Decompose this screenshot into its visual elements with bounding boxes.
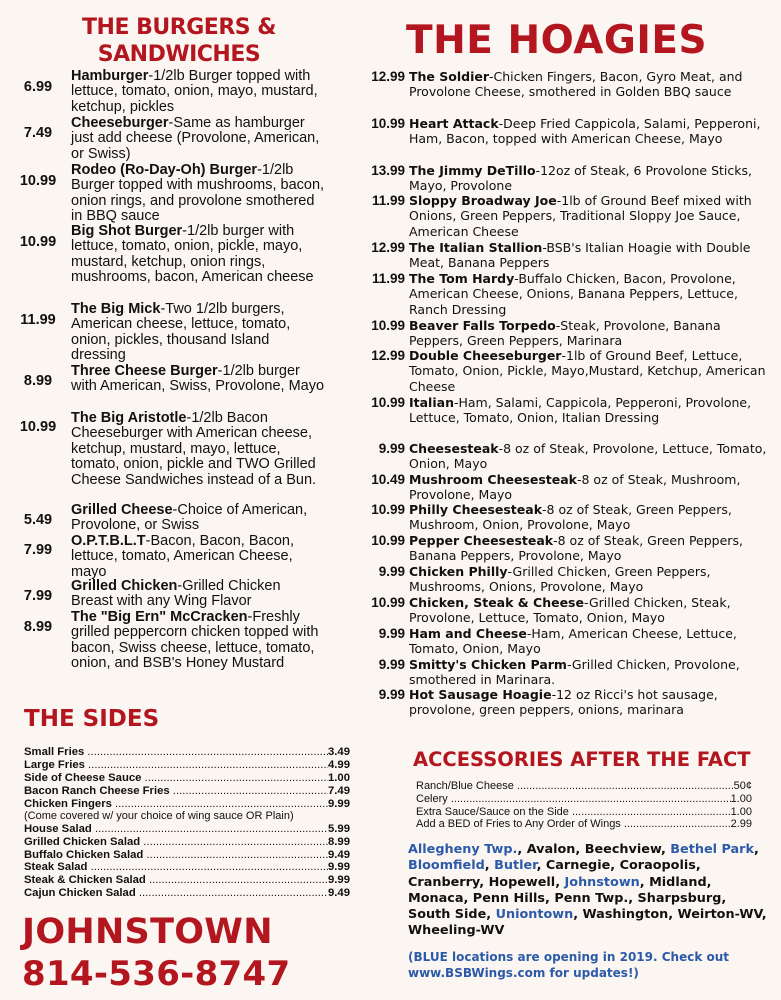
item-price: 10.99 (371, 533, 405, 548)
item-description: Chicken, Steak & Cheese-Grilled Chicken, Steak, Provolone, Lettuce, Tomato, Onion, Mayo (409, 595, 731, 626)
item-description: Heart Attack-Deep Fried Cappicola, Salami, Pepperoni, Ham, Bacon, topped with American Cheese, Mayo (409, 116, 761, 147)
item-price: 13.99 (371, 163, 405, 178)
item-price: 9.99 (378, 687, 405, 702)
item-description: Three Cheese Burger-1/2lb burger with American, Swiss, Provolone, Mayo (71, 363, 325, 395)
item-price: 10.99 (371, 318, 405, 333)
item-description: The Italian Stallion-BSB's Italian Hoagie with Double Meat, Banana Peppers (409, 240, 751, 271)
item-price: 7.49 (23, 125, 53, 141)
item-name: Pepper Cheesesteak (409, 533, 554, 548)
item-description: Pepper Cheesesteak-8 oz of Steak, Green Peppers, Banana Peppers, Provolone, Mayo (409, 533, 743, 564)
item-description: Grilled Cheese-Choice of American, Provolone, or Swiss (71, 502, 308, 534)
item-description: The Tom Hardy-Buffalo Chicken, Bacon, Provolone, American Cheese, Onions, Banana Peppers, Lettuce, Ranch Dressing (409, 271, 738, 317)
item-name: The Jimmy DeTillo (409, 163, 536, 178)
burgers-section-title: THE BURGERS & SANDWICHES (82, 15, 276, 67)
item-price: 11.99 (371, 271, 405, 286)
locations-list: Allegheny Twp., Avalon, Beechview, Bethel Park, Bloomfield, Butler, Carnegie, Coraopolis, Cranberry, Hopewell, Johnstown, Midland, Monaca, Penn Hills, Penn Twp., Sharpsburg, South Side, Uniontown, Washington, Weirton-WV, Wheeling-WV (408, 842, 767, 939)
item-description: The Big Aristotle-1/2lb Bacon Cheeseburger with American cheese, ketchup, mustard, mayo, lettuce, tomato, onion, pickle and TWO Grilled Cheese Sandwiches instead of a Bun. (71, 410, 317, 488)
side-item: Small Fries ..... 3.49 (24, 746, 350, 759)
accessory-item: Extra Sauce/Sauce on the Side ..... 1.00 (416, 806, 752, 818)
locations-note: (BLUE locations are opening in 2019. Check out www.BSBWings.com for updates!) (408, 950, 730, 980)
location-name: Allegheny Twp. (408, 842, 518, 857)
item-price: 5.49 (23, 512, 53, 528)
item-name: Heart Attack (409, 116, 499, 131)
item-price: 10.99 (19, 234, 57, 250)
item-description: Hot Sausage Hoagie-12 oz Ricci's hot sausage, provolone, green peppers, onions, marinara (409, 687, 718, 718)
item-name: Mushroom Cheesesteak (409, 472, 577, 487)
item-price: 10.99 (371, 595, 405, 610)
location-name: Bloomfield (408, 858, 485, 874)
store-city: JOHNSTOWN (22, 912, 273, 952)
side-note: (Come covered w/ your choice of wing sauce OR Plain) (24, 810, 294, 822)
side-price: 1.00 (328, 772, 350, 784)
item-description: Italian-Ham, Salami, Cappicola, Pepperoni, Provolone, Lettuce, Tomato, Onion, Italian Dressing (409, 395, 752, 426)
side-item: Side of Cheese Sauce ..... 1.00 (24, 772, 350, 785)
item-name: Chicken, Steak & Cheese (409, 595, 584, 610)
item-price: 10.99 (19, 419, 57, 435)
side-item: Chicken Fingers ..... 9.99 (24, 798, 350, 811)
item-description: The "Big Ern" McCracken-Freshly grilled peppercorn chicken topped with bacon, Swiss cheese, lettuce, tomato, onion, and BSB's Honey Mustard (71, 609, 319, 672)
item-price: 10.99 (371, 116, 405, 131)
side-price: 3.49 (328, 746, 350, 758)
item-name: The Tom Hardy (409, 271, 515, 286)
hoagies-section-title: THE HOAGIES (406, 18, 708, 63)
location-name: Johnstown (564, 874, 640, 890)
item-price: 7.99 (23, 542, 53, 558)
item-description: O.P.T.B.L.T-Bacon, Bacon, Bacon, lettuce, tomato, American Cheese, mayo (71, 533, 294, 580)
item-name: Ham and Cheese (409, 626, 527, 641)
item-description: Philly Cheesesteak-8 oz of Steak, Green Peppers, Mushroom, Onion, Provolone, Mayo (409, 502, 732, 533)
item-price: 9.99 (378, 626, 405, 641)
item-description: Beaver Falls Torpedo-Steak, Provolone, Banana Peppers, Green Peppers, Marinara (409, 318, 721, 349)
accessory-item: Celery ..... 1.00 (416, 793, 752, 805)
item-price: 10.49 (371, 472, 405, 487)
item-name: Rodeo (Ro-Day-Oh) Burger (71, 162, 258, 178)
item-name: The Big Aristotle (71, 410, 187, 426)
item-name: Three Cheese Burger (71, 363, 218, 379)
item-price: 12.99 (371, 348, 405, 363)
item-description: Cheeseburger-Same as hamburger just add cheese (Provolone, American, or Swiss) (71, 115, 320, 162)
item-price: 9.99 (378, 441, 405, 456)
accessory-item: Ranch/Blue Cheese ..... 50¢ (416, 780, 752, 792)
item-name: Smitty's Chicken Parm (409, 657, 567, 672)
item-description: Mushroom Cheesesteak-8 oz of Steak, Mushroom, Provolone, Mayo (409, 472, 741, 503)
side-price: 8.99 (328, 836, 350, 848)
item-name: Philly Cheesesteak (409, 502, 543, 517)
item-price: 9.99 (378, 657, 405, 672)
item-name: Double Cheeseburger (409, 348, 562, 363)
item-name: Grilled Chicken (71, 578, 178, 594)
item-price: 6.99 (23, 79, 53, 95)
side-item: Steak Salad ..... 9.99 (24, 861, 350, 874)
item-price: 8.99 (23, 619, 53, 635)
location-name: Butler (494, 858, 537, 874)
item-name: The Italian Stallion (409, 240, 543, 255)
item-description: Smitty's Chicken Parm-Grilled Chicken, Provolone, smothered in Marinara. (409, 657, 740, 688)
item-name: Cheesesteak (409, 441, 499, 456)
item-name: The "Big Ern" McCracken (71, 609, 248, 625)
side-price: 4.99 (328, 759, 350, 771)
accessory-price: 1.00 (730, 793, 752, 805)
phone-number[interactable]: 814-536-8747 (22, 954, 291, 994)
item-name: Beaver Falls Torpedo (409, 318, 556, 333)
item-name: Cheeseburger (71, 115, 169, 131)
item-price: 10.99 (19, 173, 57, 189)
item-price: 10.99 (371, 502, 405, 517)
item-name: Grilled Cheese (71, 502, 173, 518)
side-item: Steak & Chicken Salad ..... 9.99 (24, 874, 350, 887)
side-item: Cajun Chicken Salad ..... 9.49 (24, 887, 350, 900)
side-item: Grilled Chicken Salad ..... 8.99 (24, 836, 350, 849)
side-price: 5.99 (328, 823, 350, 835)
sides-section-title: THE SIDES (24, 706, 160, 732)
accessory-item: Add a BED of Fries to Any Order of Wings ..... 2.99 (416, 818, 752, 830)
item-description: Grilled Chicken-Grilled Chicken Breast with any Wing Flavor (71, 578, 281, 610)
item-price: 12.99 (371, 69, 405, 84)
item-description: Cheesesteak-8 oz of Steak, Provolone, Lettuce, Tomato, Onion, Mayo (409, 441, 767, 472)
item-description: Rodeo (Ro-Day-Oh) Burger-1/2lb Burger topped with mushrooms, bacon, onion rings, and provolone smothered in BBQ sauce (71, 162, 325, 225)
side-price: 9.49 (328, 849, 350, 861)
side-item: Bacon Ranch Cheese Fries ..... 7.49 (24, 785, 350, 798)
side-price: 7.49 (328, 785, 350, 797)
side-price: 9.99 (328, 861, 350, 873)
item-name: Sloppy Broadway Joe (409, 193, 557, 208)
item-description: Ham and Cheese-Ham, American Cheese, Lettuce, Tomato, Onion, Mayo (409, 626, 737, 657)
item-description: The Jimmy DeTillo-12oz of Steak, 6 Provolone Sticks, Mayo, Provolone (409, 163, 752, 194)
accessory-price: 1.00 (730, 806, 752, 818)
side-item: Buffalo Chicken Salad ..... 9.49 (24, 849, 350, 862)
item-name: The Big Mick (71, 301, 161, 317)
item-name: Hamburger (71, 68, 149, 84)
item-price: 10.99 (371, 395, 405, 410)
item-price: 12.99 (371, 240, 405, 255)
item-price: 7.99 (23, 588, 53, 604)
side-item: House Salad ..... 5.99 (24, 823, 350, 836)
item-name: O.P.T.B.L.T (71, 533, 146, 549)
item-description: The Big Mick-Two 1/2lb burgers, American cheese, lettuce, tomato, onion, pickles, thousand Island dressing (71, 301, 291, 364)
accessory-price: 2.99 (730, 818, 752, 830)
location-name: Bethel Park (670, 842, 754, 857)
item-price: 9.99 (378, 564, 405, 579)
item-description: The Soldier-Chicken Fingers, Bacon, Gyro Meat, and Provolone Cheese, smothered in Golden BBQ sauce (409, 69, 743, 100)
item-description: Double Cheeseburger-1lb of Ground Beef, Lettuce, Tomato, Onion, Pickle, Mayo,Mustard, Ketchup, American Cheese (409, 348, 766, 394)
side-item: Large Fries ..... 4.99 (24, 759, 350, 772)
side-price: 9.49 (328, 887, 350, 899)
item-price: 11.99 (20, 312, 56, 328)
item-description: Big Shot Burger-1/2lb burger with lettuce, tomato, onion, pickle, mayo, mustard, ketchup, onion rings, mushrooms, bacon, American cheese (71, 223, 314, 286)
location-name: Uniontown (495, 907, 574, 923)
item-description: Hamburger-1/2lb Burger topped with lettuce, tomato, onion, mayo, mustard, ketchup, pickles (71, 68, 318, 115)
side-price: 9.99 (328, 798, 350, 810)
item-name: The Soldier (409, 69, 490, 84)
item-name: Hot Sausage Hoagie (409, 687, 552, 702)
item-price: 8.99 (23, 373, 53, 389)
item-name: Big Shot Burger (71, 223, 183, 239)
item-description: Sloppy Broadway Joe-1lb of Ground Beef mixed with Onions, Green Peppers, Traditional Sloppy Joe Sauce, American Cheese (409, 193, 752, 239)
accessory-price: 50¢ (733, 780, 752, 792)
item-description: Chicken Philly-Grilled Chicken, Green Peppers, Mushrooms, Onions, Provolone, Mayo (409, 564, 711, 595)
item-name: Chicken Philly (409, 564, 508, 579)
item-name: Italian (409, 395, 454, 410)
side-price: 9.99 (328, 874, 350, 886)
item-price: 11.99 (371, 193, 405, 208)
accessories-section-title: ACCESSORIES AFTER THE FACT (413, 748, 751, 771)
